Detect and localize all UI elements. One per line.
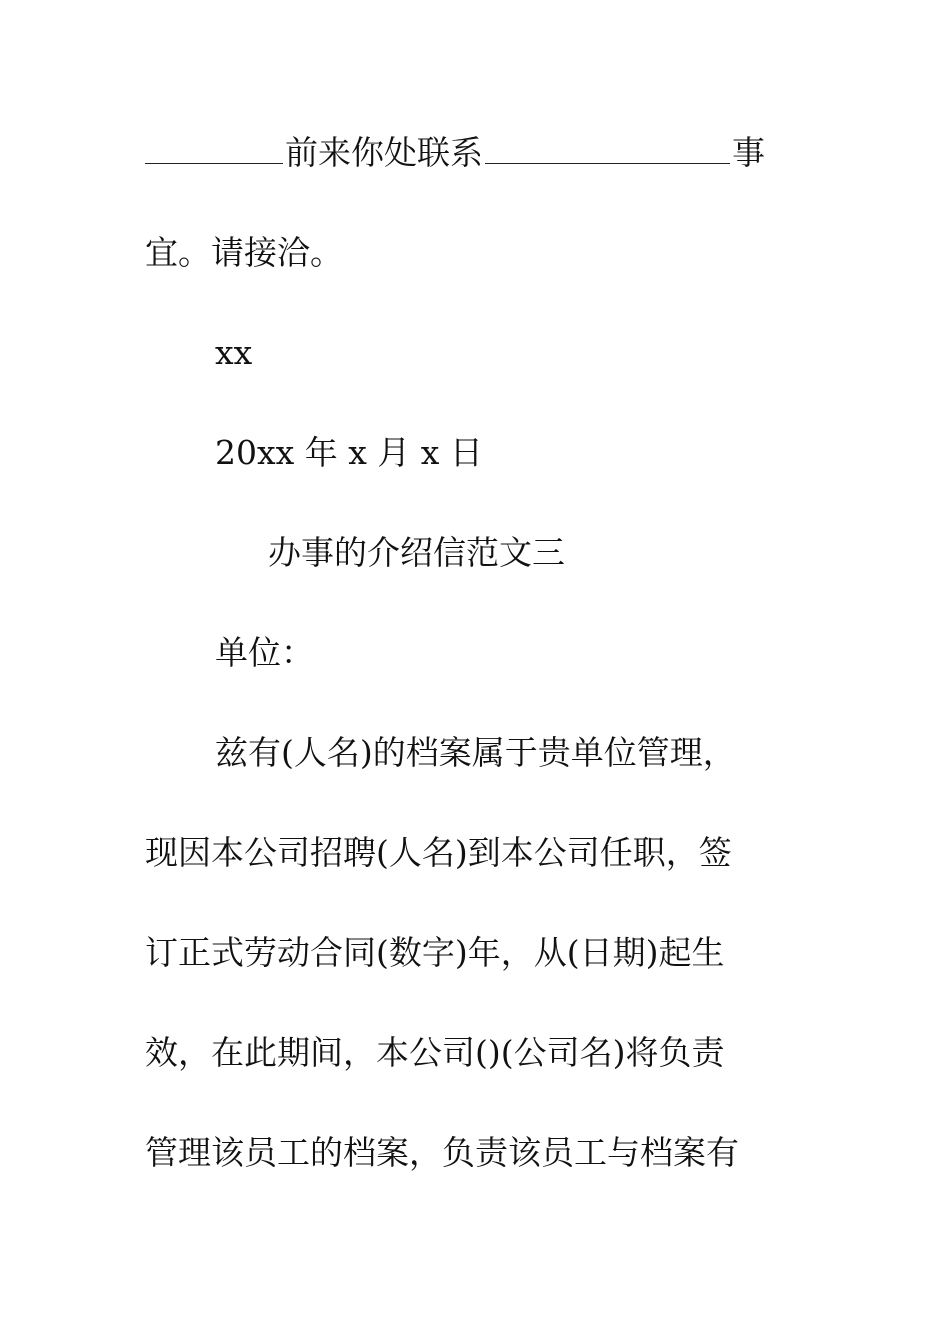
letter-date: 20xx 年 x 月 x 日 bbox=[215, 433, 483, 472]
blank-field-name bbox=[145, 133, 283, 164]
section-title: 办事的介绍信范文三 bbox=[268, 533, 565, 572]
salutation: 单位： bbox=[215, 633, 314, 672]
paragraph-line: 兹有(人名)的档案属于贵单位管理， bbox=[215, 733, 736, 772]
paragraph-line: 订正式劳动合同(数字)年，从(日期)起生 bbox=[145, 933, 725, 972]
fill-in-line bbox=[145, 133, 785, 173]
paragraph-line: 宜。请接洽。 bbox=[145, 233, 343, 272]
text-segment: 事 bbox=[732, 133, 765, 172]
paragraph-line: 效，在此期间，本公司()(公司名)将负责 bbox=[145, 1033, 725, 1072]
text-segment: 前来你处联系 bbox=[285, 133, 483, 172]
paragraph-line: 管理该员工的档案，负责该员工与档案有 bbox=[145, 1133, 739, 1172]
sender-name: xx bbox=[215, 333, 253, 372]
blank-field-matter bbox=[485, 133, 730, 164]
paragraph-line: 现因本公司招聘(人名)到本公司任职，签 bbox=[145, 833, 732, 872]
